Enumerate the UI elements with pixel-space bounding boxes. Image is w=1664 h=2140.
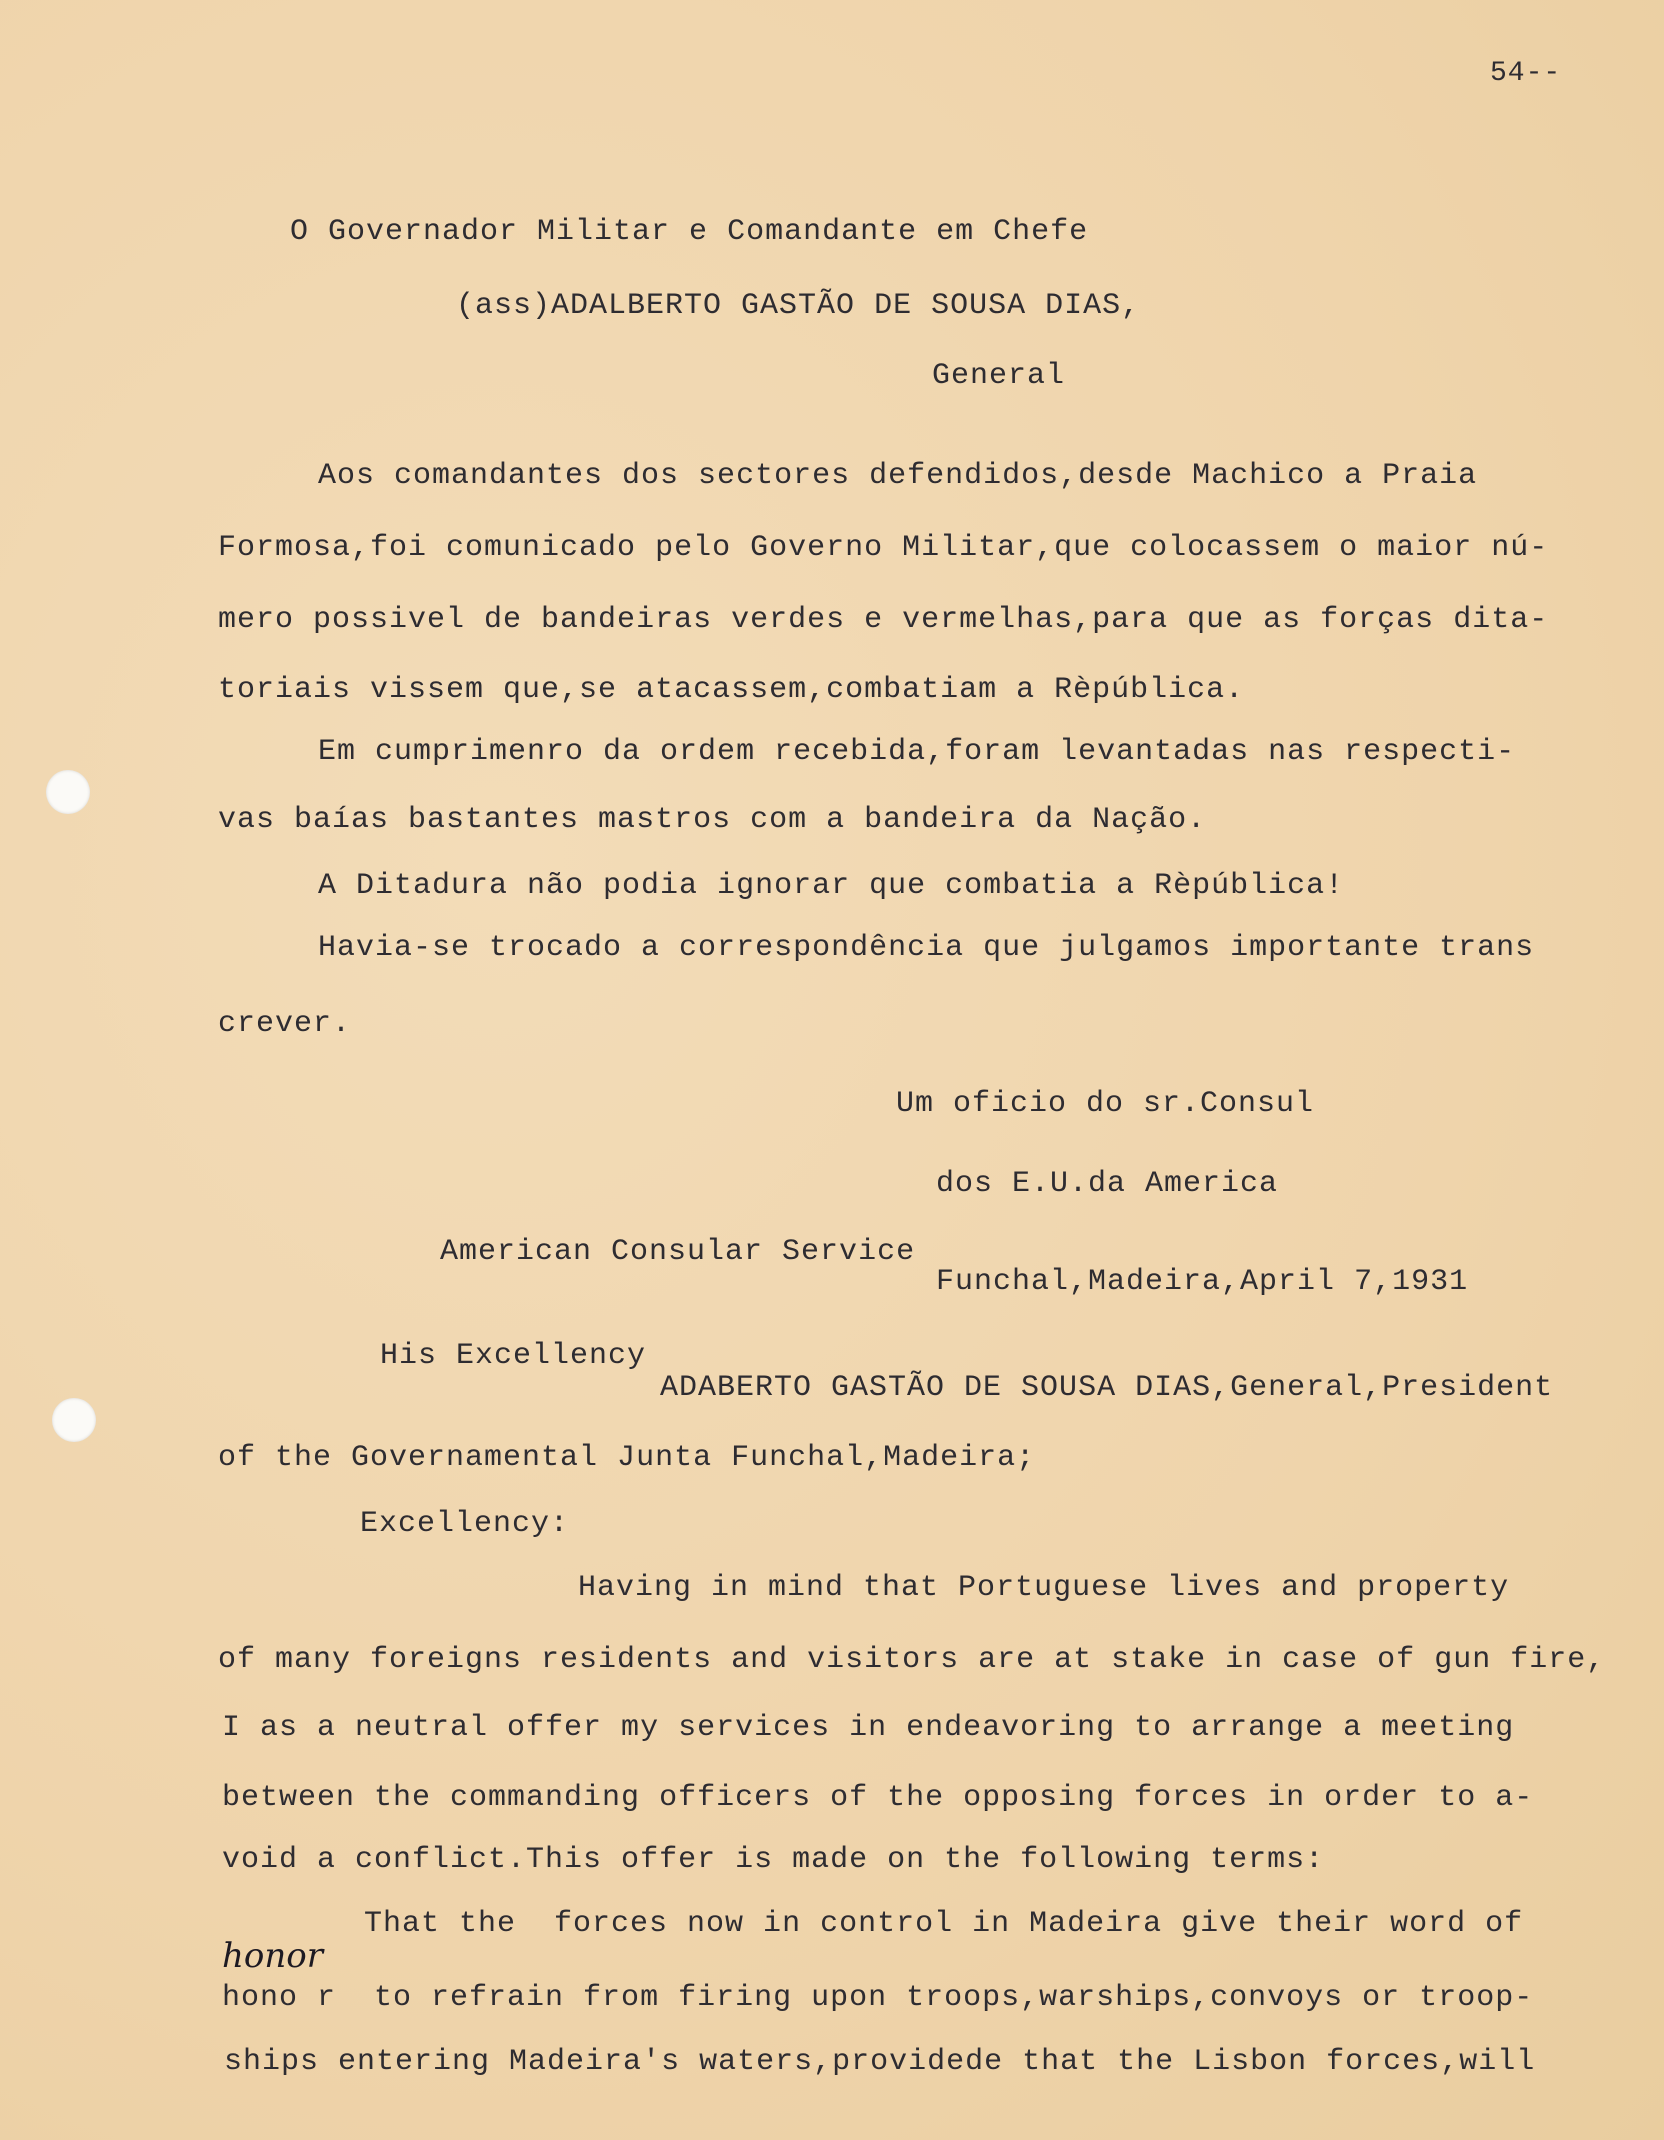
punch-hole-bottom: [52, 1398, 96, 1442]
letterhead-service: American Consular Service: [440, 1235, 916, 1269]
letter-line: hono r to refrain from firing upon troops,warships,convoys or troop-: [222, 1981, 1534, 2015]
letterhead-date: Funchal,Madeira,April 7,1931: [936, 1265, 1469, 1299]
paragraph-line: Em cumprimenro da ordem recebida,foram levantadas nas respecti-: [318, 735, 1516, 769]
addressee-name: ADABERTO GASTÃO DE SOUSA DIAS,General,President: [660, 1371, 1554, 1405]
letter-line: between the commanding officers of the opposing forces in order to a-: [222, 1781, 1534, 1815]
line-signature: (ass)ADALBERTO GASTÃO DE SOUSA DIAS,: [456, 289, 1141, 323]
letter-line: void a conflict.This offer is made on the following terms:: [222, 1843, 1325, 1877]
line-general: General: [932, 359, 1066, 393]
line-governador: O Governador Militar e Comandante em Chefe: [290, 215, 1089, 249]
letter-line: I as a neutral offer my services in endeavoring to arrange a meeting: [222, 1711, 1515, 1745]
paragraph-line: Havia-se trocado a correspondência que julgamos importante trans: [318, 931, 1535, 965]
paragraph-line: Formosa,foi comunicado pelo Governo Militar,que colocassem o maior nú-: [218, 531, 1549, 565]
heading-consul: dos E.U.da America: [936, 1167, 1279, 1201]
salutation-his-excellency: His Excellency: [380, 1339, 647, 1373]
letter-line: of many foreigns residents and visitors are at stake in case of gun fire,: [218, 1643, 1606, 1677]
paragraph-line: A Ditadura não podia ignorar que combatia a Rèpública!: [318, 869, 1345, 903]
paragraph-line: toriais vissem que,se atacassem,combatiam a Rèpública.: [218, 673, 1245, 707]
heading-oficio: Um oficio do sr.Consul: [896, 1087, 1315, 1121]
letter-line: That the forces now in control in Madeira give their word of: [364, 1907, 1524, 1941]
paragraph-line: vas baías bastantes mastros com a bandeira da Nação.: [218, 803, 1207, 837]
letter-line: ships entering Madeira's waters,providede that the Lisbon forces,will: [224, 2045, 1536, 2079]
handwritten-correction-honor: honor: [222, 1936, 323, 1976]
letter-line: Having in mind that Portuguese lives and property: [578, 1571, 1510, 1605]
punch-hole-top: [46, 770, 90, 814]
paragraph-line: Aos comandantes dos sectores defendidos,desde Machico a Praia: [318, 459, 1478, 493]
salutation-excellency: Excellency:: [360, 1507, 570, 1541]
page-number: 54--: [1490, 58, 1562, 89]
addressee-office: of the Governamental Junta Funchal,Madeira;: [218, 1441, 1036, 1475]
paragraph-line: crever.: [218, 1007, 352, 1041]
paragraph-line: mero possivel de bandeiras verdes e vermelhas,para que as forças dita-: [218, 603, 1549, 637]
